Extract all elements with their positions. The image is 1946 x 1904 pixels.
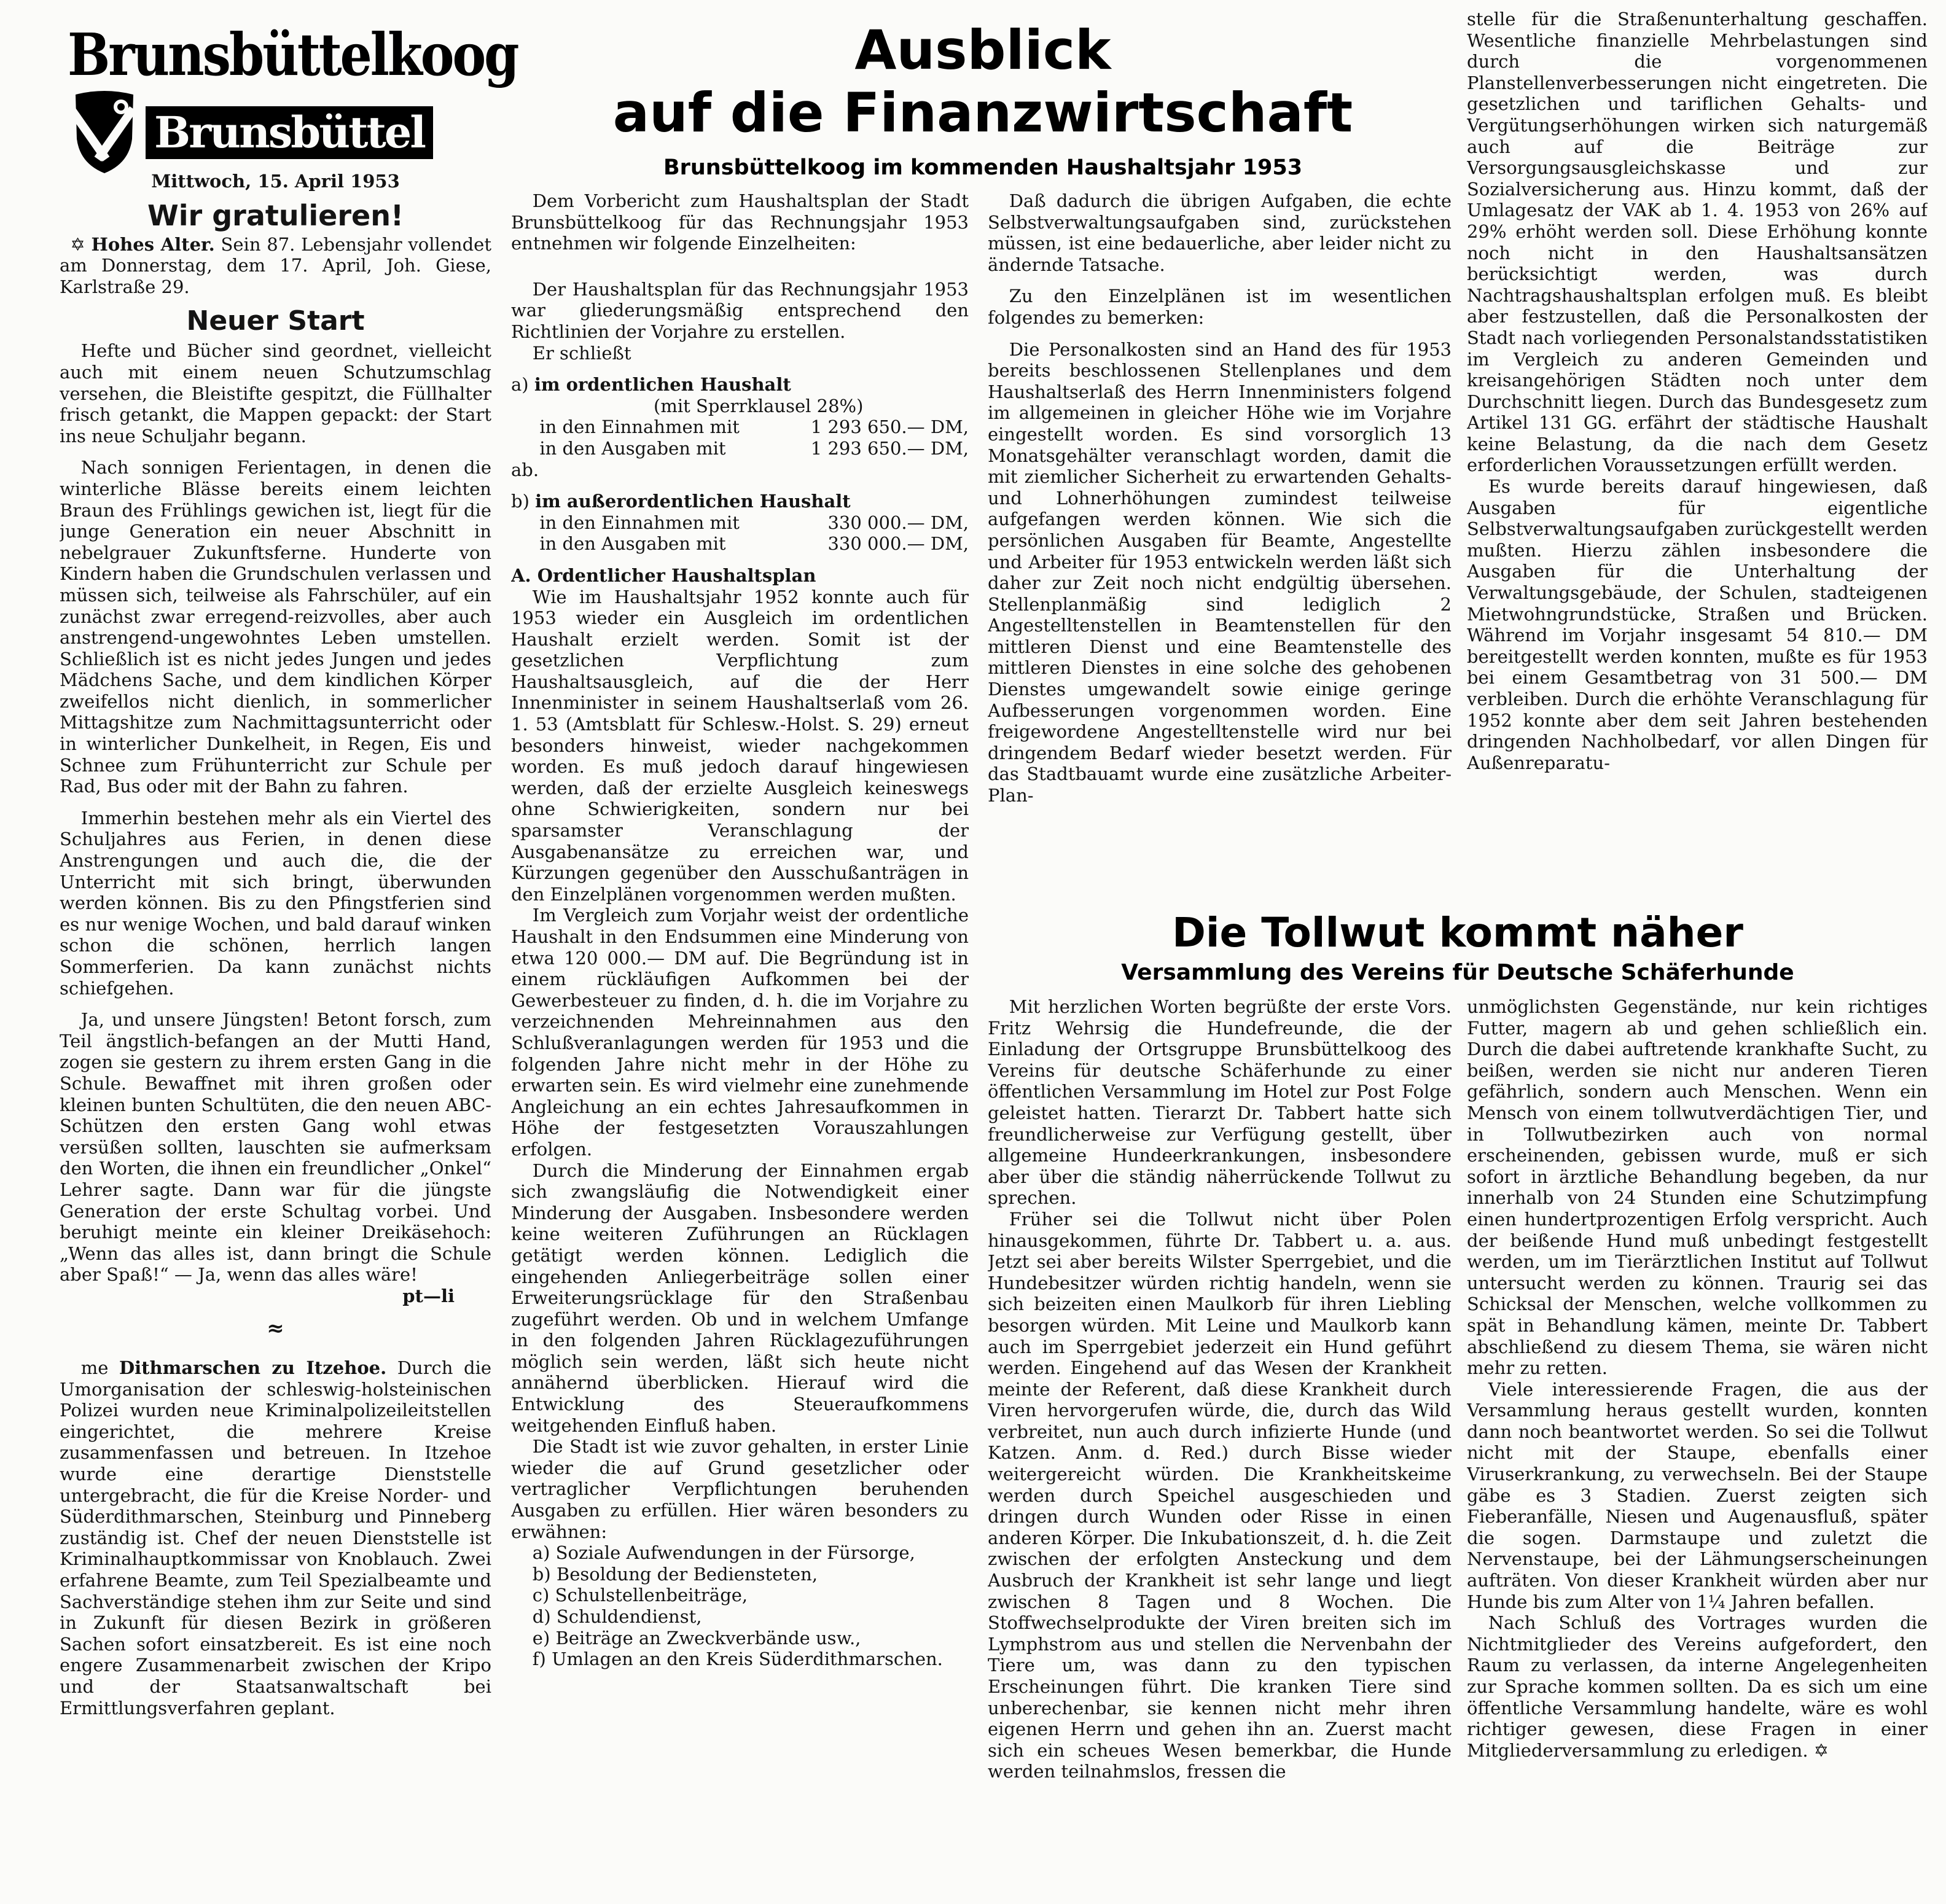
finanz-subtitle: Brunsbüttelkoog im kommenden Haushaltsjahr 1953 (663, 155, 1303, 180)
budget-row-value: 1 293 650.— DM, (810, 437, 969, 459)
gratulation-lead: Hohes Alter. (91, 233, 215, 255)
article-paragraph: Wie im Haushaltsjahr 1952 konnte auch für 1953 wieder ein Ausgleich im ordentlichen Haushalt erzielt werden. Somit ist der gesetzlichen Verpflichtung zum Haushaltsausgleich, auf die der Herr Innenminister in seinem Haushaltserlaß vom 26. 1. 53 (Amtsblatt für Schlesw.-Holst. S. 29) erneut besonders hinweist, wieder nachgekommen worden. Es muß jedoch darauf hingewiesen werden, daß der erzielte Ausgleich keineswegs ohne Schwierigkeiten, sondern nur bei sparsamster Veranschlagung der Ausgabenansätze zu erreichen war, und Kürzungen gegenüber den Ausschußanträgen in den Einzelplänen vorgenommen werden mußten. (511, 586, 969, 905)
budget-row (511, 533, 969, 555)
budget-a-label: a) (511, 374, 534, 396)
column-1 (60, 171, 491, 1890)
coat-of-arms-icon (71, 90, 138, 176)
article-paragraph: Dem Vorbericht zum Haushaltsplan der Stadt Brunsbüttelkoog für das Rechnungsjahr 1953 entnehmen wir folgende Einzelheiten: (511, 190, 969, 254)
budget-b-title: im außerordentlichen Haushalt (535, 491, 851, 512)
budget-b-label: b) (511, 491, 536, 512)
section-divider: ≈ (267, 1316, 284, 1341)
tollwut-title: Die Tollwut kommt näher (1172, 909, 1743, 956)
neuer-start-title: Neuer Start (186, 305, 365, 337)
section-heading: A. Ordentlicher Haushaltsplan (511, 564, 816, 586)
column-3-lower (988, 996, 1452, 1899)
article-paragraph: Früher sei die Tollwut nicht über Polen hinausgekommen, führte Dr. Tabbert u. a. aus. Jetzt sei aber bereits Wilster Sperrgebiet, und die Hundebesitzer würden richtig handeln, wenn sie sich beizeiten einen Maulkorb für ihren Liebling besorgen würden. Mit Leine und Maulkorb kann auch im Sperrgebiet jederzeit ein Hund geführt werden. Eingehend auf das Wesen der Krankheit meinte der Referent, daß diese Krankheit durch Viren hervorgerufen würde, die, durch das Wild verbreitet, nun auch durch infizierte Hunde (und Katzen. Anm. d. Red.) durch Bisse wieder weitergereicht würden. Die Krankheitskeime werden durch Speichel ausgeschieden und dringen durch Wunden oder Risse in einen anderen Körper. Die Inkubationszeit, d. h. die Zeit zwischen der erfolgten Ansteckung und dem Ausbruch der Krankheit ist sehr lange und liegt zwischen 8 Tagen und 8 Wochen. Die Stoffwechselprodukte der Viren breiten sich im Lymphstrom aus und stellen die Nervenbahn der Tiere um, was dann zu den typischen Erscheinungen führt. Die kranken Tiere sind unberechenbar, sie kennen nicht mehr ihren eigenen Herrn und gehen ihn an. Zuerst macht sich ein scheues Wesen bemerkbar, die Hunde werden teilnahmslos, fressen die (988, 1208, 1452, 1782)
column-4-upper (1467, 9, 1928, 893)
issue-date: Mittwoch, 15. April 1953 (151, 171, 400, 192)
budget-a-title: im ordentlichen Haushalt (534, 374, 791, 396)
article-paragraph: Mit herzlichen Worten begrüßte der erste Vors. Fritz Wehrsig die Hundefreunde, die der Einladung der Ortsgruppe Brunsbüttelkoog des Vereins für deutsche Schäferhunde zu einer öffentlichen Versammlung im Hotel zur Post Folge geleistet hatten. Tierarzt Dr. Tabbert hatte sich freundlicherweise zur Verfügung gestellt, über allgemeine Hundeerkrankungen, insbesondere aber über die ständig näherrückende Tollwut zu sprechen. (988, 996, 1452, 1209)
masthead-line2: Brunsbüttel (146, 106, 433, 159)
list-item: b) Besoldung der Bediensteten, (532, 1563, 818, 1585)
signature: pt—li (402, 1285, 455, 1306)
column-2 (511, 190, 969, 1898)
list-item: a) Soziale Aufwendungen in der Fürsorge, (532, 1542, 915, 1564)
budget-row-label: in den Einnahmen mit (539, 512, 740, 533)
end-mark-icon: ✡ (1813, 1739, 1829, 1761)
article-paragraph (1467, 1612, 1928, 1761)
budget-row (511, 438, 969, 459)
finanz-headline (510, 18, 1456, 183)
masthead-line1: Brunsbüttelkoog (68, 21, 518, 90)
budget-row-value: 330 000.— DM, (827, 533, 969, 555)
article-paragraph: unmöglichsten Gegenstände, nur kein richtiges Futter, magern ab und gehen schließlich ein. Durch die dabei auftretende krankhafte Sucht, zu beißen, werden sie nicht nur anderen Tieren gefährlich, sondern auch Menschen. Wenn ein Mensch von einem tollwutverdächtigen Tier, und in Tollwutbezirken auch von normal erscheinenden, gebissen wurde, muß er sich sofort in ärztliche Behandlung begeben, da nur innerhalb von 24 Stunden eine Schutzimpfung einen hundertprozentigen Erfolg verspricht. Auch der beißende Hund muß unbedingt festgestellt werden, um im Tierärztlichen Institut auf Tollwut untersucht werden zu können. Traurig sei das Schicksal der Menschen, welche vollkommen zu spät in Behandlung kämen, meinte Dr. Tabbert abschließend zu diesem Thema, sie wären nicht mehr zu retten. (1467, 996, 1928, 1379)
budget-row (511, 512, 969, 534)
finanz-title-line2: auf die Finanzwirtschaft (612, 81, 1353, 144)
budget-row (511, 416, 969, 438)
list-item: d) Schuldendienst, (532, 1606, 702, 1627)
budget-ab: ab. (511, 459, 539, 480)
budget-b (511, 491, 969, 555)
article-paragraph: Zu den Einzelplänen ist im wesentlichen folgendes zu bemerken: (988, 286, 1452, 328)
budget-a (511, 374, 969, 480)
article-paragraph: Viele interessierende Fragen, die aus der Versammlung heraus gestellt wurden, konnten dann noch beantwortet werden. So sei die Tollwut nicht mit der Staupe, ebenfalls einer Viruserkrankung, zu verwechseln. Bei der Staupe gäbe es 3 Stadien. Zuerst zeigten sich Fieberanfälle, Niesen und Augenausfluß, später die sogen. Darmstaupe und zuletzt die Nervenstaupe, bei der Lähmungserscheinungen aufträten. Von dieser Krankheit würden aber nur Hunde bis zum Alter von 1¼ Jahren befallen. (1467, 1378, 1928, 1612)
article-paragraph: Die Stadt ist wie zuvor gehalten, in erster Linie wieder die auf Grund gesetzlicher oder vertraglicher Verpflichtungen beruhenden Ausgaben zu erfüllen. Hier wären besonders zu erwähnen: (511, 1436, 969, 1542)
article-paragraph: Im Vergleich zum Vorjahr weist der ordentliche Haushalt in den Endsummen eine Minderung von etwa 120 000.— DM auf. Die Begründung ist in einem rückläufigen Aufkommen bei der Gewerbesteuer zu finden, d. h. die im Vorjahre zu verzeichnenden Mehreinnahmen aus den Schlußveranlagungen werden für 1953 und die folgenden Jahre nicht mehr in der Höhe zu erwarten sein. Es wird vielmehr eine zunehmende Angleichung an ein echtes Jahresaufkommen in Höhe der festgesetzten Vorauszahlungen erfolgen. (511, 905, 969, 1160)
budget-row-label: in den Einnahmen mit (539, 416, 740, 438)
itzehoe-paragraph (60, 1357, 491, 1719)
article-paragraph: Immerhin bestehen mehr als ein Viertel des Schuljahres aus Ferien, in denen diese Anstrengungen und auch die, die der Unterricht mit sich bringt, überwunden werden können. Bis zu den Pfingstferien sind es nur wenige Wochen, und bald darauf winken schon die schönen, herrlich langen Sommerferien. Da kann zunächst nichts schiefgehen. (60, 807, 491, 999)
article-paragraph: Die Personalkosten sind an Hand des für 1953 bereits beschlossenen Stellenplanes und dem Haushaltserlaß des Herrn Innenministers folgend im allgemeinen in gleicher Höhe wie im Vorjahre eingestellt worden. Es sind vorsorglich 13 Monatsgehälter veranschlagt worden, damit die mit ziemlicher Sicherheit zu erwartenden Gehalts- und Lohnerhöhungen zumindest teilweise aufgefangen werden können. Wie sich die persönlichen Ausgaben für Beamte, Angestellte und Arbeiter für 1953 entwickeln werden läßt sich daher zur Zeit noch nicht endgültig übersehen. Stellenplanmäßig sind lediglich 2 Angestelltenstellen in Beamtenstellen für den mittleren Dienst und eine Beamtenstelle des mittleren Dienstes in eine solche des gehobenen Dienstes umgewandelt sowie einige geringe Aufbesserungen vorgenommen worden. Eine freigewordene Angestelltenstelle wird nur bei dringendem Bedarf wieder besetzt werden. Für das Stadtbauamt wurde eine zusätzliche Arbeiter-Plan- (988, 338, 1452, 806)
itzehoe-lead: me (80, 1357, 119, 1379)
budget-row-value: 1 293 650.— DM, (810, 416, 969, 438)
column-3-upper (988, 190, 1452, 903)
list-item: e) Beiträge an Zweckverbände usw., (532, 1627, 861, 1648)
article-paragraph: Ja, und unsere Jüngsten! Betont forsch, zum Teil ängstlich-befangen an der Mutti Hand, zogen sie gestern zu ihrem ersten Gang in die Schule. Bewaffnet mit ihren großen oder kleinen bunten Schultüten, die den neuen ABC-Schützen den ersten Gang wohl etwas versüßen sollten, lauschten sie aufmerksam den Worten, die ihnen ein freundlicher „Onkel“ Lehrer sagte. Dann war für die jüngste Generation der erste Schultag vorbei. Und beruhigt meinte ein kleiner Dreikäsehoch: „Wenn das alles ist, dann bringt die Schule aber Spaß!“ — Ja, wenn das alles wäre! (60, 1009, 491, 1286)
masthead-logo (68, 21, 518, 176)
budget-row-label: in den Ausgaben mit (539, 437, 726, 459)
budget-a-note: (mit Sperrklausel 28%) (654, 395, 864, 416)
tollwut-headline (988, 908, 1928, 988)
article-paragraph: Er schließt (532, 342, 631, 364)
article-paragraph: stelle für die Straßenunterhaltung geschaffen. Wesentliche finanzielle Mehrbelastungen sind durch die vorgenommenen Planstellenverbesserungen nicht eingetreten. Die gesetzlichen und tariflichen Gehalts- und Vergütungserhöhungen wirken sich naturgemäß auch auf die Beiträge zur Versorgungsausgleichskasse und zur Sozialversicherung aus. Hinzu kommt, daß der Umlagesatz der VAK ab 1. 4. 1953 von 26% auf 29% erhöht werden soll. Diese Erhöhung konnte noch nicht in den Haushaltsansätzen berücksichtigt werden, was durch Nachtragshaushaltsplan erfolgen muß. Es bleibt aber festzustellen, daß die Personalkosten der Stadt nach vorliegenden Personalstandsstatistiken im Vergleich zu anderen Gemeinden und kreisangehörigen Städten noch unter dem Durchschnitt liegen. Durch das Bundesgesetz zum Artikel 131 GG. erfährt der städtische Haushalt keine Belastung, da die nach dem Gesetz erforderlichen Voraussetzungen erfüllt werden. (1467, 9, 1928, 476)
article-paragraph: Daß dadurch die übrigen Aufgaben, die echte Selbstverwaltungsaufgaben sind, zurückstehen müssen, ist eine bedauerliche, aber leider nicht zu ändernde Tatsache. (988, 190, 1452, 275)
article-paragraph: Hefte und Bücher sind geordnet, vielleicht auch mit einem neuen Schutzumschlag versehen, die Bleistifte gespitzt, die Füllhalter frisch getankt, die Mappen gepackt: der Start ins neue Schuljahr begann. (60, 340, 491, 447)
list-item: f) Umlagen an den Kreis Süderdithmarschen. (532, 1648, 943, 1670)
article-paragraph: Der Haushaltsplan für das Rechnungsjahr 1953 war gliederungsmäßig entsprechend den Richtlinien der Vorjahre zu erstellen. (511, 278, 969, 342)
itzehoe-body: Durch die Umorganisation der schleswig-holsteinischen Polizei wurden neue Kriminalpolizeileitstellen eingerichtet, die mehrere Kreise zusammenfassen und betreuen. In Itzehoe wurde eine derartige Dienststelle untergebracht, die für die Kreise Norder- und Süderdithmarschen, Steinburg und Pinneberg zuständig ist. Chef der neuen Dienststelle ist Kriminalhauptkommissar von Knoblauch. Zwei erfahrene Beamte, zum Teil Spezialbeamte und Sachverständige stehen ihm zur Seite und sind in Zukunft für diesen Bezirk in größeren Sachen sofort einsatzbereit. Es ist eine noch engere Zusammenarbeit zwischen der Kripo und der Staatsanwaltschaft bei Ermittlungsverfahren geplant. (60, 1357, 491, 1719)
gratulation-body: Sein 87. Lebensjahr vollendet am Donnerstag, dem 17. April, Joh. Giese, Karlstraße 29. (60, 233, 491, 297)
article-paragraph: Durch die Minderung der Einnahmen ergab sich zwangsläufig die Notwendigkeit einer Minderung der Ausgaben. Insbesondere werden keine weiteren Zuführungen an Rücklagen getätigt werden können. Lediglich die eingehenden Anliegerbeiträge sollen einer Erweiterungsrücklage für den Straßenbau zugeführt werden. Ob und in welchem Umfange in den folgenden Jahren Rücklagezuführungen möglich sein werden, läßt sich heute nicht annähernd überblicken. Hierauf wird die Entwicklung des Steueraufkommens weitgehenden Einfluß haben. (511, 1160, 969, 1436)
tollwut-subtitle: Versammlung des Vereins für Deutsche Schäferhunde (1121, 960, 1794, 985)
budget-row-value: 330 000.— DM, (827, 512, 969, 533)
itzehoe-bold: Dithmarschen zu Itzehoe. (119, 1357, 387, 1379)
budget-row-label: in den Ausgaben mit (539, 533, 726, 555)
column-4-lower (1467, 996, 1928, 1899)
gratulation-text (60, 234, 491, 298)
list-item: c) Schulstellenbeiträge, (532, 1585, 748, 1606)
article-paragraph: Nach sonnigen Ferientagen, in denen die winterliche Blässe bereits einem leichten Braun des Frühlings gewichen ist, liegt für die junge Generation ein neuer Abschnitt in nebelgrauer Zukunftsferne. Hunderte von Kindern haben die Grundschulen verlassen und müssen sich, teilweise als Fahrschüler, auf ein zunächst zwar erregend-reizvolles, aber auch anstrengend-ungewohntes Leben umstellen. Schließlich ist es nicht jedes Jungen und jedes Mädchens Sache, und dem kindlichen Körper zweifellos nicht dienlich, in sommerlicher Mittagshitze zum Nachmittagsunterricht oder in winterlicher Dunkelheit, in Regen, Eis und Schnee zum Frühunterricht zur Schule per Rad, Bus oder mit der Bahn zu fahren. (60, 457, 491, 797)
article-paragraph: Es wurde bereits darauf hingewiesen, daß Ausgaben für eigentliche Selbstverwaltungsaufgaben zurückgestellt werden mußten. Hierzu zählen insbesondere die Ausgaben für die Unterhaltung der Verwaltungsgebäude, der Schulen, stadteigenen Mietwohngrundstücke, Straßen und Brücken. Während im Vorjahr insgesamt 54 810.— DM bereitgestellt werden konnten, mußte es für 1953 bei einem Gesamtbetrag von 31 500.— DM verbleiben. Durch die erhöhte Veranschlagung für 1952 konnte aber dem seit Jahren bestehenden dringenden Nachholbedarf, vor allen Dingen für Außenreparatu- (1467, 476, 1928, 773)
star-icon: ✡ (70, 233, 85, 255)
gratulation-title: Wir gratulieren! (147, 198, 404, 232)
article-paragraph-text: Nach Schluß des Vortrages wurden die Nichtmitglieder des Vereins aufgefordert, den Raum zu verlassen, da interne Angelegenheiten zur Sprache kommen sollten. Da es sich um eine öffentliche Versammlung handelte, wäre es wohl richtiger gewesen, diese Fragen in einer Mitgliederversammlung zu erledigen. (1467, 1612, 1928, 1761)
finanz-title-line1: Ausblick (854, 18, 1111, 82)
